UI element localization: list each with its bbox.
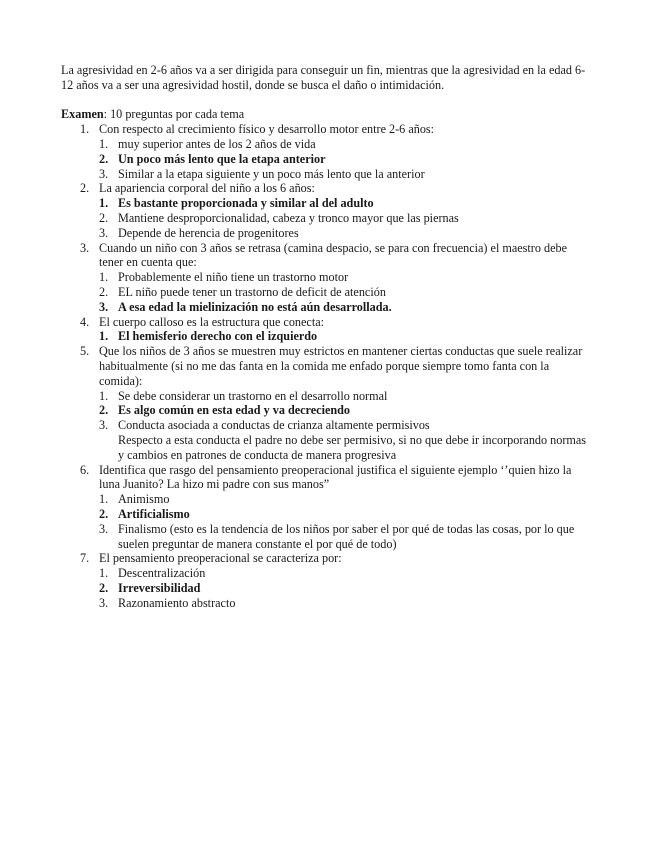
answer-option-correct [99,581,591,596]
answer-number: 3. [99,299,109,314]
answer-text: EL niño puede tener un trastorno de deficit de atención [118,284,386,299]
question-text: El cuerpo calloso es la estructura que conecta: [99,314,325,329]
answer-number: 1. [99,270,109,285]
answer-list [99,329,591,344]
answer-note: Respecto a esta conducta el padre no debe ser permisivo, si no que debe ir incorporando normas y cambios en patrones de conducta de manera progresiva [118,432,587,462]
question-number: 6. [80,462,90,477]
answer-text: Finalismo (esto es la tendencia de los niños por saber el por qué de todas las cosas, por lo que suelen preguntar de manera constante el por qué de todo) [118,521,575,551]
answer-list [99,196,591,240]
answer-number: 2. [99,580,109,595]
answer-number: 3. [99,166,109,181]
answer-text: Similar a la etapa siguiente y un poco más lento que la anterior [118,166,425,181]
answer-text: A esa edad la mielinización no está aún desarrollada. [118,299,392,314]
question-3 [61,241,591,315]
answer-number: 1. [99,566,109,581]
question-number: 2. [80,181,90,196]
answer-list [99,137,591,181]
question-number: 5. [80,344,90,359]
answer-number: 3. [99,521,109,536]
answer-option [99,226,591,241]
exam-label: Examen [61,107,104,122]
answer-number: 1. [99,388,109,403]
answer-list [99,389,591,463]
blank-line [61,93,591,108]
question-number: 7. [80,551,90,566]
answer-option [99,137,591,152]
document-page [61,63,591,610]
question-text: Que los niños de 3 años se muestren muy estrictos en mantener ciertas conductas que suele realizar habitualmente (si no me das fanta en la comida me enfado porque siempre tomo fanta con la comida): [99,344,583,388]
question-number: 1. [80,122,90,137]
answer-option [99,285,591,300]
answer-list [99,270,591,314]
answer-text: muy superior antes de los 2 años de vida [118,136,316,151]
answer-text: Irreversibilidad [118,580,201,595]
answer-text: Es algo común en esta edad y va decreciendo [118,403,351,418]
answer-option [99,270,591,285]
question-number: 3. [80,240,90,255]
answer-number: 1. [99,329,109,344]
question-4 [61,315,591,345]
question-7 [61,551,591,610]
question-list [61,122,591,610]
answer-text: Mantiene desproporcionalidad, cabeza y tronco mayor que las piernas [118,210,459,225]
exam-heading [61,107,591,122]
answer-text: Conducta asociada a conductas de crianza altamente permisivos [118,418,430,433]
answer-option [99,418,591,462]
answer-number: 3. [99,595,109,610]
question-text: Con respecto al crecimiento físico y desarrollo motor entre 2-6 años: [99,122,435,137]
answer-option [99,596,591,611]
answer-option [99,211,591,226]
question-text: La apariencia corporal del niño a los 6 años: [99,181,315,196]
answer-option-correct [99,196,591,211]
answer-text: Animismo [118,492,170,507]
question-6 [61,463,591,552]
answer-text: Es bastante proporcionada y similar al del adulto [118,196,374,211]
exam-description: : 10 preguntas por cada tema [103,107,245,122]
answer-text: Descentralización [118,566,206,581]
answer-text: Probablemente el niño tiene un trastorno motor [118,270,349,285]
answer-number: 1. [99,492,109,507]
answer-number: 1. [99,136,109,151]
question-5 [61,344,591,462]
answer-option-correct [99,152,591,167]
answer-text: Se debe considerar un trastorno en el desarrollo normal [118,388,388,403]
answer-option-correct [99,507,591,522]
answer-option-correct [99,300,591,315]
answer-text: Razonamiento abstracto [118,595,236,610]
answer-number: 2. [99,284,109,299]
question-number: 4. [80,314,90,329]
answer-list [99,566,591,610]
intro-paragraph: La agresividad en 2-6 años va a ser dirigida para conseguir un fin, mientras que la agresividad en la edad 6-12 años va a ser una agresividad hostil, donde se busca el daño o intimidación. [61,63,586,92]
answer-text: El hemisferio derecho con el izquierdo [118,329,318,344]
answer-option [99,522,591,552]
question-text: Cuando un niño con 3 años se retrasa (camina despacio, se para con frecuencia) el maestro debe tener en cuenta que: [99,240,568,270]
question-text: Identifica que rasgo del pensamiento preoperacional justifica el siguiente ejemplo ‘’quien hizo la luna Juanito? La hizo mi padre con sus manos” [99,462,572,492]
answer-option [99,492,591,507]
answer-number: 2. [99,403,109,418]
question-1 [61,122,591,181]
answer-text: Artificialismo [118,506,190,521]
answer-number: 3. [99,225,109,240]
answer-option [99,389,591,404]
answer-number: 2. [99,210,109,225]
answer-text: Depende de herencia de progenitores [118,225,299,240]
answer-text: Un poco más lento que la etapa anterior [118,151,326,166]
answer-option-correct [99,403,591,418]
answer-number: 1. [99,196,109,211]
answer-option [99,167,591,182]
answer-number: 2. [99,151,109,166]
answer-number: 2. [99,506,109,521]
answer-option-correct [99,329,591,344]
question-text: El pensamiento preoperacional se caracteriza por: [99,551,342,566]
answer-list [99,492,591,551]
answer-number: 3. [99,418,109,433]
question-2 [61,181,591,240]
answer-option [99,566,591,581]
